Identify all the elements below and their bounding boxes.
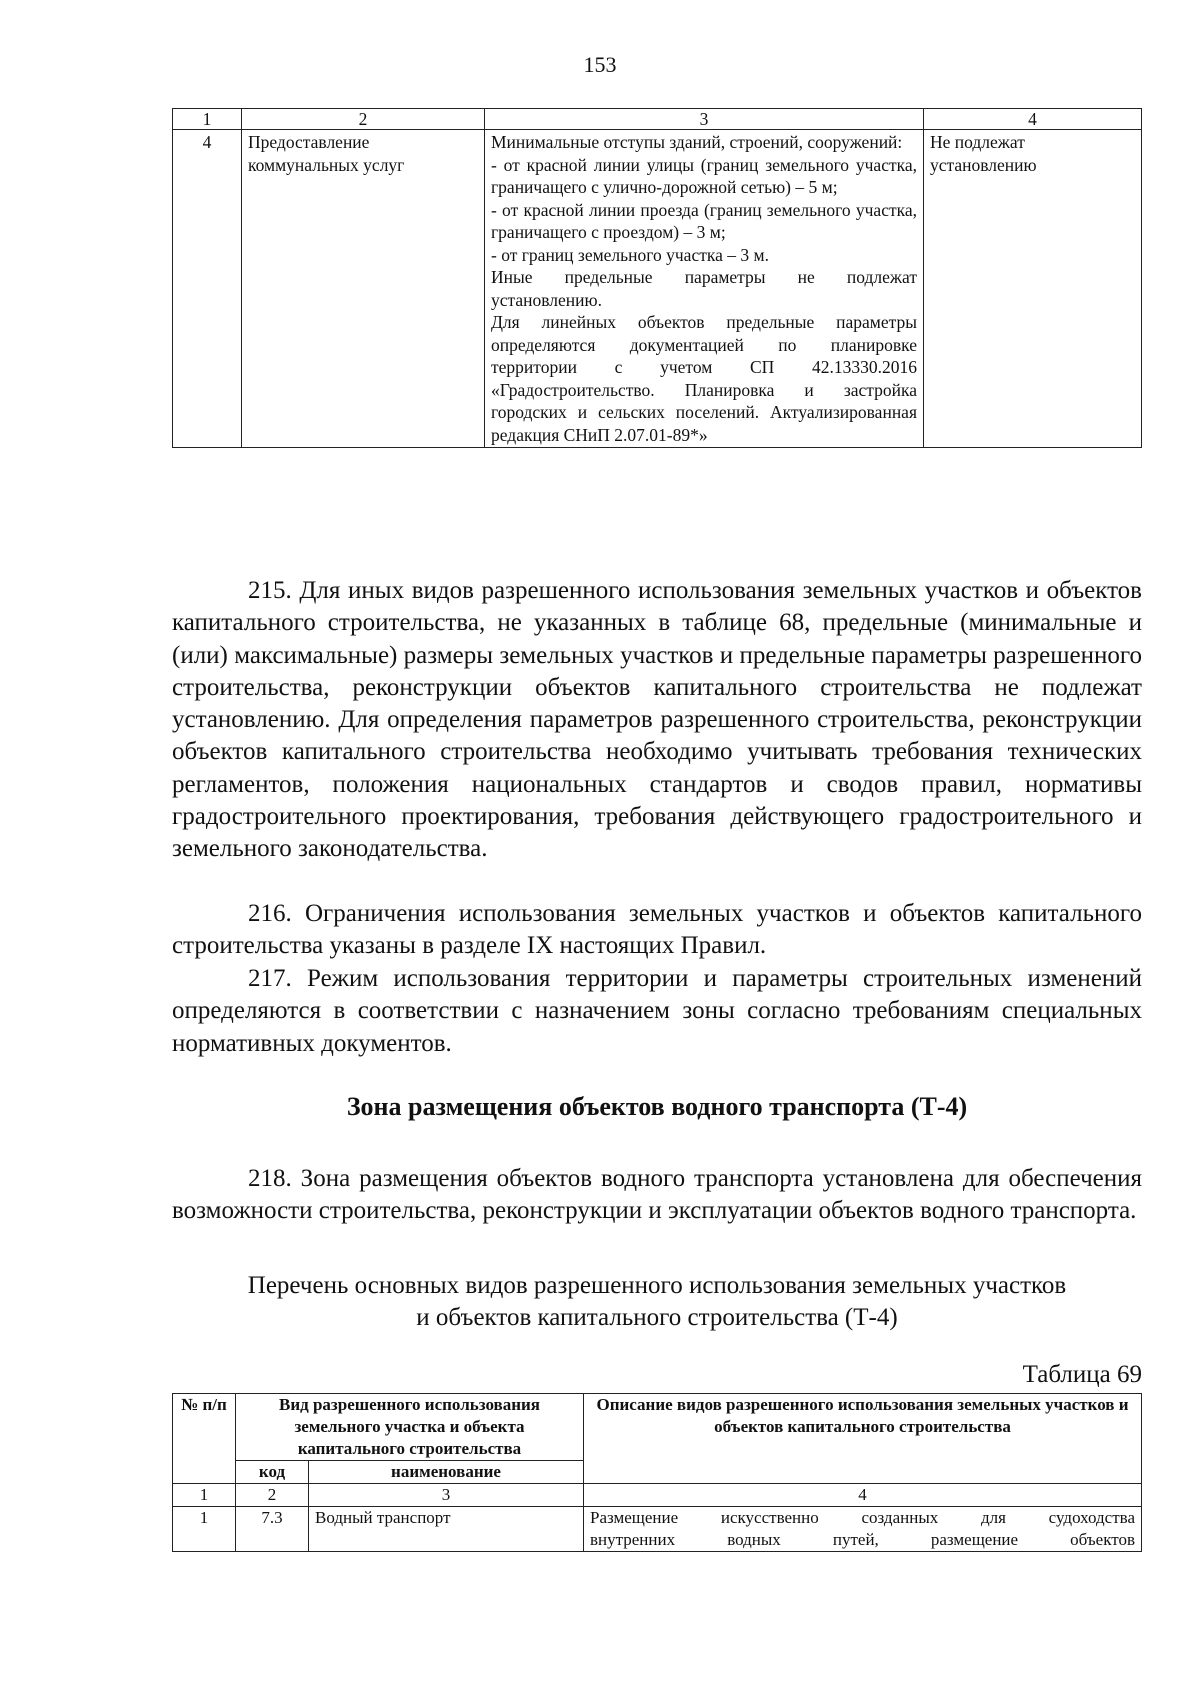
use-kind-name: Водный транспорт <box>309 1507 584 1552</box>
column-number-3: 3 <box>485 109 924 130</box>
paragraph-217 <box>172 963 1142 1060</box>
param-line: Для линейных объектов предельные параметры определяются документацией по планировке территории с учетом СП 42.13330.2016 «Градостроительство. Планировка и застройка городских и сельских поселений. Актуализированная редакция СНиП 2.07.01-89*» <box>491 312 917 445</box>
use-kind-description <box>584 1507 1142 1552</box>
column-number-4: 4 <box>924 109 1142 130</box>
column-number-4: 4 <box>584 1484 1142 1507</box>
page-number: 153 <box>583 52 617 77</box>
param-line: - от красной линии проезда (границ земельного участка, граничащего с проездом) – 3 м; <box>491 199 917 242</box>
parameters-note: Не подлежат установлению <box>924 130 1142 448</box>
row-number: 4 <box>173 130 242 448</box>
paragraph-215 <box>172 575 1142 866</box>
row-number: 1 <box>173 1507 236 1552</box>
use-kind-code: 7.3 <box>236 1507 309 1552</box>
paragraph-216 <box>172 898 1142 963</box>
description-line: Размещение искусственно созданных для судоходства <box>590 1508 1135 1527</box>
use-kinds-table <box>172 1393 1142 1552</box>
param-line: Иные предельные параметры не подлежат установлению. <box>491 267 917 310</box>
paragraph-text: 217. Режим использования территории и параметры строительных изменений определяются в соответствии с назначением зоны согласно требованиям специальных нормативных документов. <box>172 965 1142 1057</box>
parameters-description <box>485 130 924 448</box>
table-row <box>173 130 1142 448</box>
table-label: Таблица 69 <box>1022 1361 1142 1388</box>
column-number-1: 1 <box>173 1484 236 1507</box>
column-numbers-row <box>173 1484 1142 1507</box>
paragraph-text: 215. Для иных видов разрешенного использования земельных участков и объектов капитального строительства, не указанных в таблице 68, предельные (минимальные и (или) максимальные) размеры земельных участков и предельные параметры разрешенного строительства, реконструкции объектов капитального строительства не подлежат установлению. Для определения параметров разрешенного строительства, реконструкции объектов капитального строительства необходимо учитывать требования технических регламентов, положения национальных стандартов и сводов правил, нормативы градостроительного проектирования, требования действующего градостроительного и земельного законодательства. <box>172 577 1142 863</box>
column-number-2: 2 <box>242 109 485 130</box>
list-title <box>172 1270 1142 1334</box>
table-row <box>173 1507 1142 1552</box>
parameters-table <box>172 108 1142 448</box>
table-header-row <box>173 109 1142 130</box>
column-number-2: 2 <box>236 1484 309 1507</box>
param-line: - от красной линии улицы (границ земельного участка, граничащего с улично-дорожной сетью) – 5 м; <box>491 154 917 197</box>
header-use-kind: Вид разрешенного использования земельного участка и объекта капитального строительства <box>236 1394 584 1461</box>
list-title-line: и объектов капитального строительства (Т-4) <box>416 1304 898 1331</box>
param-line: Минимальные отступы зданий, строений, сооружений: <box>491 132 903 152</box>
paragraph-text: 218. Зона размещения объектов водного транспорта установлена для обеспечения возможности строительства, реконструкции и эксплуатации объектов водного транспорта. <box>172 1165 1142 1225</box>
header-number: № п/п <box>173 1394 236 1484</box>
use-kind-name: Предоставление коммунальных услуг <box>242 130 485 448</box>
zone-heading: Зона размещения объектов водного транспорта (Т-4) <box>346 1092 968 1121</box>
header-name: наименование <box>309 1461 584 1484</box>
column-number-3: 3 <box>309 1484 584 1507</box>
description-line: внутренних водных путей, размещение объектов <box>590 1530 1135 1549</box>
paragraph-218 <box>172 1163 1142 1228</box>
header-code: код <box>236 1461 309 1484</box>
param-line: - от границ земельного участка – 3 м. <box>491 244 769 265</box>
header-description: Описание видов разрешенного использования земельных участков и объектов капитального строительства <box>584 1394 1142 1484</box>
paragraph-text: 216. Ограничения использования земельных участков и объектов капитального строительства указаны в разделе IX настоящих Правил. <box>172 900 1142 960</box>
list-title-line: Перечень основных видов разрешенного использования земельных участков <box>247 1272 1067 1299</box>
table-header-row <box>173 1394 1142 1461</box>
column-number-1: 1 <box>173 109 242 130</box>
